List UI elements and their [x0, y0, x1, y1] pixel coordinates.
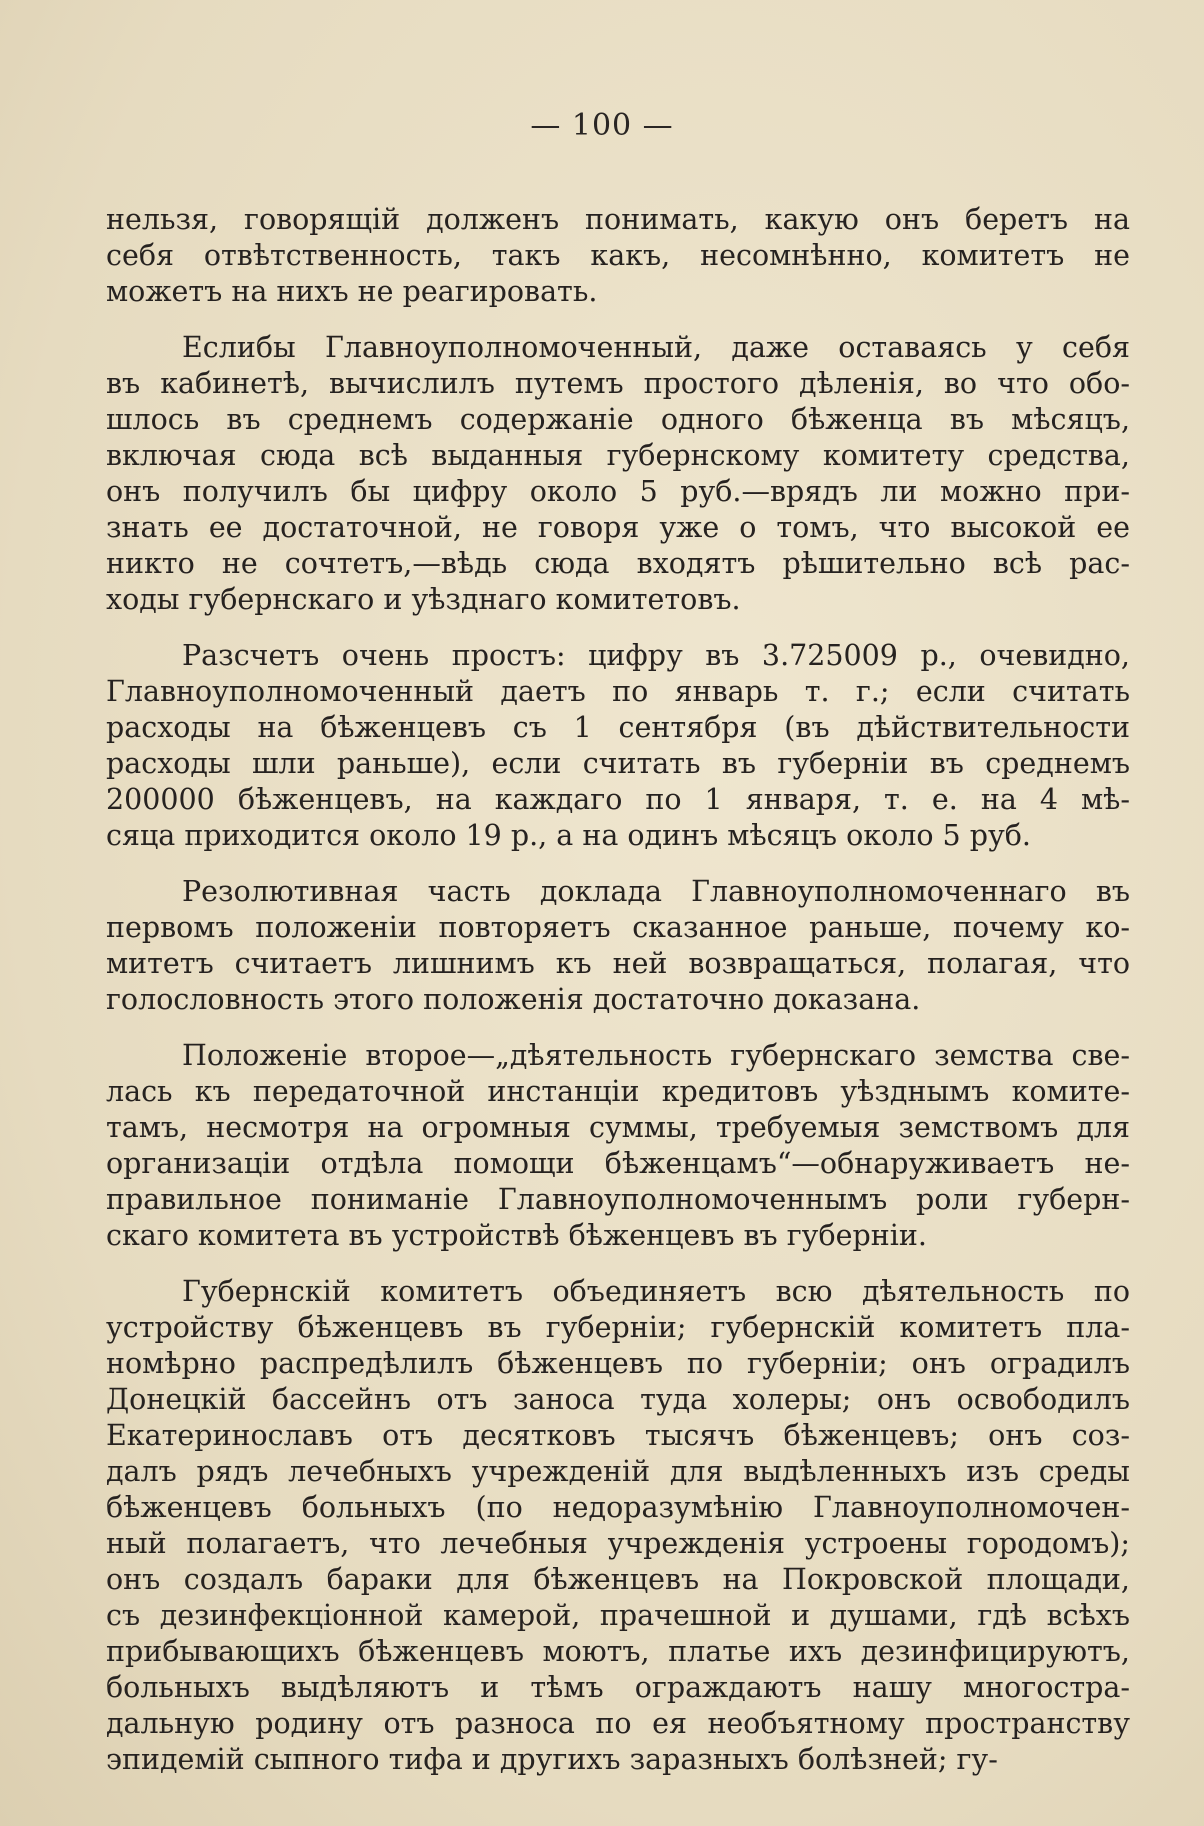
text-line: Разсчетъ очень простъ: цифру въ 3.725009 р., очевидно, [182, 639, 1130, 672]
text-line: нельзя, говорящій долженъ понимать, какую онъ беретъ на [106, 203, 1130, 236]
text-line: себя отвѣтственность, такъ какъ, несомнѣнно, комитетъ не [106, 239, 1130, 272]
text-line: 200000 бѣженцевъ, на каждаго по 1 января, т. е. на 4 мѣ- [106, 783, 1130, 816]
text-line: прибывающихъ бѣженцевъ моютъ, платье ихъ дезинфицируютъ, [106, 1635, 1130, 1668]
text-line: номѣрно распредѣлилъ бѣженцевъ по губерніи; онъ оградилъ [106, 1347, 1130, 1380]
body-text [106, 202, 1130, 1778]
text-line: Еслибы Главноуполномоченный, даже оставаясь у себя [182, 331, 1130, 364]
text-line: шлось въ среднемъ содержаніе одного бѣженца въ мѣсяцъ, [106, 403, 1130, 436]
text-line: онъ создалъ бараки для бѣженцевъ на Покровской площади, [106, 1563, 1130, 1596]
text-line: дальную родину отъ разноса по ея необъятному пространству [106, 1707, 1130, 1740]
text-line: расходы шли раньше), если считать въ губерніи въ среднемъ [106, 747, 1130, 780]
text-line: митетъ считаетъ лишнимъ къ ней возвращаться, полагая, что [106, 947, 1130, 980]
paragraph [106, 202, 1130, 310]
text-line: Положеніе второе—„дѣятельность губернскаго земства све- [182, 1039, 1130, 1072]
text-line: Донецкій бассейнъ отъ заноса туда холеры; онъ освободилъ [106, 1383, 1130, 1416]
text-line: знать ее достаточной, не говоря уже о томъ, что высокой ее [106, 511, 1130, 544]
paragraph [106, 330, 1130, 618]
text-line: организаціи отдѣла помощи бѣженцамъ“—обнаруживаетъ не- [106, 1147, 1130, 1180]
paragraph [106, 1274, 1130, 1778]
text-line: Екатеринославъ отъ десятковъ тысячъ бѣженцевъ; онъ соз- [106, 1419, 1130, 1452]
text-line: лась къ передаточной инстанціи кредитовъ уѣзднымъ комите- [106, 1075, 1130, 1108]
text-line: онъ получилъ бы цифру около 5 руб.—врядъ ли можно при- [106, 475, 1130, 508]
text-line: расходы на бѣженцевъ съ 1 сентября (въ дѣйствительности [106, 711, 1130, 744]
text-line: ный полагаетъ, что лечебныя учрежденія устроены городомъ); [106, 1527, 1130, 1560]
text-line: въ кабинетѣ, вычислилъ путемъ простого дѣленія, во что обо- [106, 367, 1130, 400]
text-line: бѣженцевъ больныхъ (по недоразумѣнію Главноуполномочен- [106, 1491, 1130, 1524]
text-line: тамъ, несмотря на огромныя суммы, требуемыя земствомъ для [106, 1111, 1130, 1144]
text-line: сяца приходится около 19 р., а на одинъ мѣсяцъ около 5 руб. [106, 819, 1031, 852]
paragraph [106, 874, 1130, 1018]
text-line: больныхъ выдѣляютъ и тѣмъ ограждаютъ нашу многостра- [106, 1671, 1130, 1704]
page-number: — 100 — [530, 108, 674, 143]
text-line: правильное пониманіе Главноуполномоченнымъ роли губерн- [106, 1183, 1130, 1216]
text-line: Главноуполномоченный даетъ по январь т. г.; если считать [106, 675, 1130, 708]
text-line: эпидемій сыпного тифа и другихъ заразныхъ болѣзней; гу- [106, 1743, 998, 1776]
text-line: скаго комитета въ устройствѣ бѣженцевъ въ губерніи. [106, 1219, 927, 1252]
text-line: Губернскій комитетъ объединяетъ всю дѣятельность по [182, 1275, 1130, 1308]
text-line: включая сюда всѣ выданныя губернскому комитету средства, [106, 439, 1130, 472]
text-line: съ дезинфекціонной камерой, прачешной и душами, гдѣ всѣхъ [106, 1599, 1130, 1632]
text-line: первомъ положеніи повторяетъ сказанное раньше, почему ко- [106, 911, 1130, 944]
paragraph [106, 638, 1130, 854]
text-line: ходы губернскаго и уѣзднаго комитетовъ. [106, 583, 741, 616]
text-line: можетъ на нихъ не реагировать. [106, 275, 598, 308]
text-line: никто не сочтетъ,—вѣдь сюда входятъ рѣшительно всѣ рас- [106, 547, 1130, 580]
text-line: голословность этого положенія достаточно доказана. [106, 983, 921, 1016]
text-line: далъ рядъ лечебныхъ учрежденій для выдѣленныхъ изъ среды [106, 1455, 1130, 1488]
paragraph [106, 1038, 1130, 1254]
text-line: устройству бѣженцевъ въ губерніи; губернскій комитетъ пла- [106, 1311, 1130, 1344]
text-line: Резолютивная часть доклада Главноуполномоченнаго въ [182, 875, 1130, 908]
